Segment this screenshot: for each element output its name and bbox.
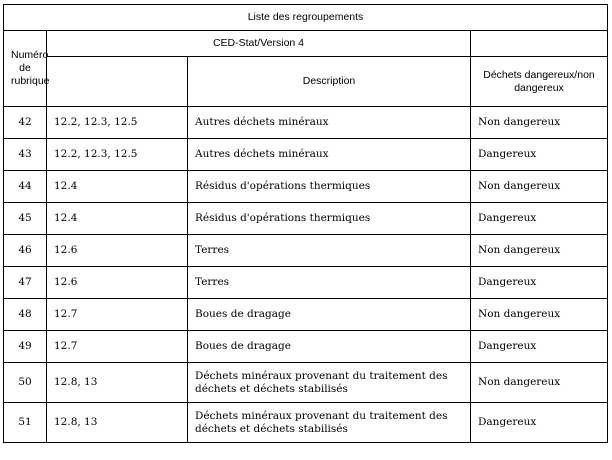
row-code: 12.4 (47, 171, 188, 203)
row-dangereux: Non dangereux (471, 363, 608, 403)
row-numero: 47 (4, 267, 47, 299)
row-code: 12.2, 12.3, 12.5 (47, 139, 188, 171)
table-title: Liste des regroupements (4, 5, 608, 31)
row-description: Déchets minéraux provenant du traitement des déchets et déchets stabilisés (188, 363, 471, 403)
table-row (4, 139, 608, 171)
header-numero: Numéro de rubrique (4, 31, 47, 107)
column-header-row (4, 57, 608, 107)
row-numero: 44 (4, 171, 47, 203)
row-description: Terres (188, 235, 471, 267)
table-row (4, 403, 608, 443)
row-dangereux: Non dangereux (471, 107, 608, 139)
table-row (4, 171, 608, 203)
table-row (4, 363, 608, 403)
row-dangereux: Dangereux (471, 403, 608, 443)
table-row (4, 107, 608, 139)
row-numero: 51 (4, 403, 47, 443)
row-dangereux: Dangereux (471, 267, 608, 299)
header-code-cell (47, 57, 188, 107)
header-ced-stat: CED-Stat/Version 4 (47, 31, 471, 57)
row-numero: 45 (4, 203, 47, 235)
header-description: Description (188, 57, 471, 107)
row-code: 12.4 (47, 203, 188, 235)
table-row (4, 203, 608, 235)
row-description: Boues de dragage (188, 331, 471, 363)
row-description: Autres déchets minéraux (188, 139, 471, 171)
row-code: 12.6 (47, 267, 188, 299)
row-code: 12.8, 13 (47, 363, 188, 403)
row-numero: 46 (4, 235, 47, 267)
row-description: Résidus d'opérations thermiques (188, 171, 471, 203)
group-header-row (4, 31, 608, 57)
table-body (4, 107, 608, 443)
row-numero: 42 (4, 107, 47, 139)
header-empty-cell (471, 31, 608, 57)
row-dangereux: Dangereux (471, 139, 608, 171)
row-dangereux: Dangereux (471, 331, 608, 363)
header-dangereux: Déchets dangereux/non dangereux (471, 57, 608, 107)
row-numero: 43 (4, 139, 47, 171)
row-code: 12.6 (47, 235, 188, 267)
row-dangereux: Non dangereux (471, 235, 608, 267)
table-row (4, 267, 608, 299)
row-code: 12.8, 13 (47, 403, 188, 443)
row-numero: 50 (4, 363, 47, 403)
row-code: 12.7 (47, 331, 188, 363)
row-description: Boues de dragage (188, 299, 471, 331)
regroupements-table (3, 4, 608, 443)
table-row (4, 299, 608, 331)
row-description: Résidus d'opérations thermiques (188, 203, 471, 235)
row-dangereux: Non dangereux (471, 299, 608, 331)
row-dangereux: Dangereux (471, 203, 608, 235)
row-description: Déchets minéraux provenant du traitement des déchets et déchets stabilisés (188, 403, 471, 443)
table-row (4, 235, 608, 267)
row-description: Terres (188, 267, 471, 299)
row-numero: 49 (4, 331, 47, 363)
row-code: 12.7 (47, 299, 188, 331)
row-dangereux: Non dangereux (471, 171, 608, 203)
row-code: 12.2, 12.3, 12.5 (47, 107, 188, 139)
row-numero: 48 (4, 299, 47, 331)
row-description: Autres déchets minéraux (188, 107, 471, 139)
table-row (4, 331, 608, 363)
title-row (4, 5, 608, 31)
